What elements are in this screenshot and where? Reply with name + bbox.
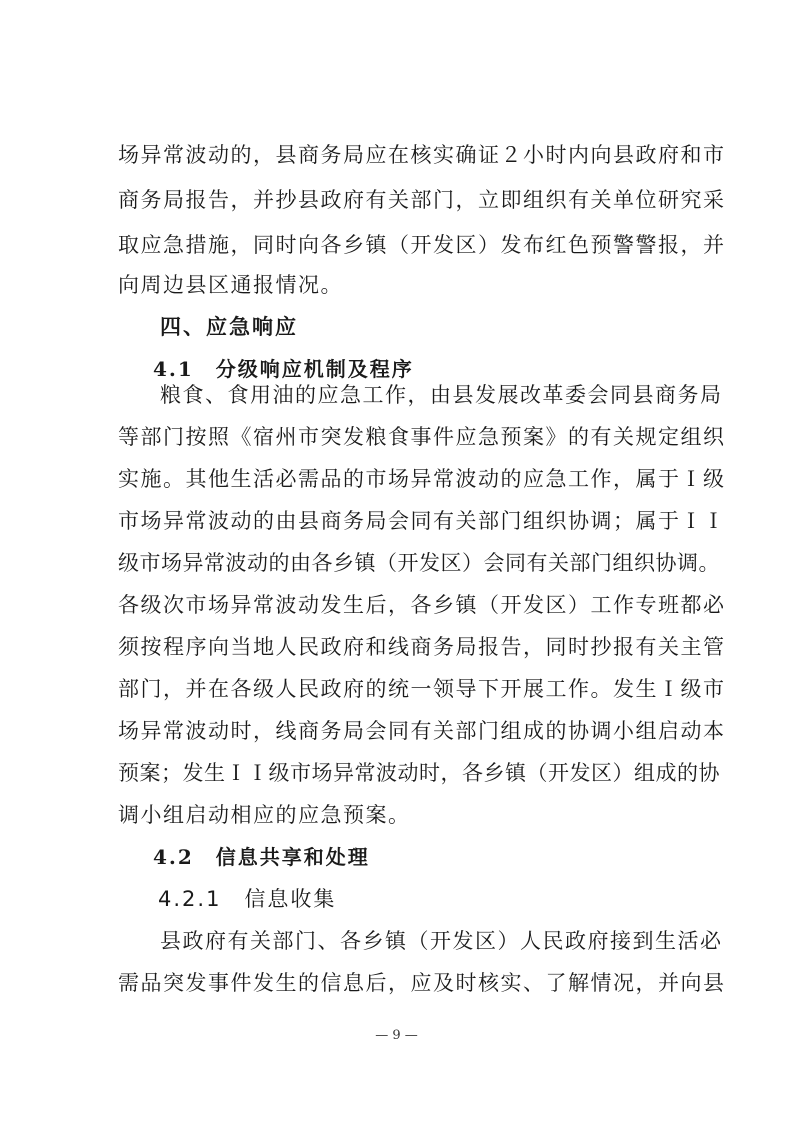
paragraph-line: 取应急措施，同时向各乡镇（开发区）发布红色预警警报，并 [118,233,726,257]
paragraph-line: 各级次市场异常波动发生后，各乡镇（开发区）工作专班都必 [118,593,726,617]
paragraph-line: 调小组启动相应的应急预案。 [118,803,411,827]
paragraph-line: 等部门按照《宿州市突发粮食事件应急预案》的有关规定组织 [118,425,726,449]
subsection-heading: 4.2 信息共享和处理 [153,845,370,869]
paragraph-line: 实施。其他生活必需品的市场异常波动的应急工作，属于Ｉ级 [118,467,726,491]
paragraph-line: 市场异常波动的由县商务局会同有关部门组织协调；属于ＩＩ [118,509,726,533]
paragraph-line: 预案；发生ＩＩ级市场异常波动时，各乡镇（开发区）组成的协 [118,761,720,785]
subsubsection-heading: 4.2.1 信息收集 [158,887,337,911]
page-number: — 9 — [375,1028,418,1043]
paragraph-line: 须按程序向当地人民政府和线商务局报告，同时抄报有关主管 [118,635,726,659]
paragraph-line: 商务局报告，并抄县政府有关部门，立即组织有关单位研究采 [118,188,726,212]
subsection-heading: 4.1 分级响应机制及程序 [153,357,414,381]
paragraph-line: 场异常波动的，县商务局应在核实确证２小时内向县政府和市 [118,143,726,167]
paragraph-line: 县政府有关部门、各乡镇（开发区）人民政府接到生活必 [160,929,723,953]
paragraph-line: 需品突发事件发生的信息后，应及时核实、了解情况，并向县 [118,971,726,995]
paragraph-line: 粮食、食用油的应急工作，由县发展改革委会同县商务局 [160,383,723,407]
section-heading: 四、应急响应 [160,315,298,339]
paragraph-line: 级市场异常波动的由各乡镇（开发区）会同有关部门组织协调。 [118,551,720,575]
paragraph-line: 场异常波动时，线商务局会同有关部门组成的协调小组启动本 [118,719,726,743]
paragraph-line: 向周边县区通报情况。 [118,273,343,297]
paragraph-line: 部门，并在各级人民政府的统一领导下开展工作。发生Ｉ级市 [118,677,726,701]
